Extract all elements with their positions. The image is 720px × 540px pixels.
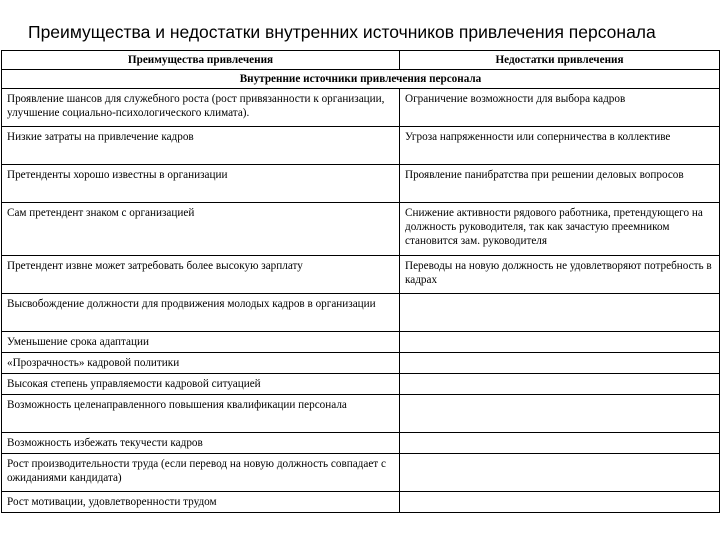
table-row — [2, 165, 720, 203]
advantage-cell: Высокая степень управляемости кадровой ситуацией — [2, 374, 400, 395]
advantage-cell: Высвобождение должности для продвижения молодых кадров в организации — [2, 294, 400, 332]
table-row — [2, 89, 720, 127]
table-row — [2, 203, 720, 256]
table-row — [2, 433, 720, 454]
table-row — [2, 127, 720, 165]
disadvantage-cell: Снижение активности рядового работника, претендующего на должность руководителя, так как зачастую преемником становится зам. руководителя — [400, 203, 720, 256]
table-row — [2, 294, 720, 332]
advantage-cell: Возможность избежать текучести кадров — [2, 433, 400, 454]
advantage-cell: Рост производительности труда (если перевод на новую должность совпадает с ожиданиями кандидата) — [2, 454, 400, 492]
disadvantage-cell — [400, 454, 720, 492]
section-subheader: Внутренние источники привлечения персонала — [2, 70, 720, 89]
column-header-disadvantages: Недостатки привлечения — [400, 51, 720, 70]
advantage-cell: Низкие затраты на привлечение кадров — [2, 127, 400, 165]
table-header-row — [2, 51, 720, 70]
disadvantage-cell — [400, 433, 720, 454]
disadvantage-cell: Угроза напряженности или соперничества в коллективе — [400, 127, 720, 165]
advantage-cell: «Прозрачность» кадровой политики — [2, 353, 400, 374]
disadvantage-cell: Проявление панибратства при решении деловых вопросов — [400, 165, 720, 203]
advantage-cell: Претенденты хорошо известны в организации — [2, 165, 400, 203]
advantages-disadvantages-table — [1, 50, 720, 513]
table-row — [2, 454, 720, 492]
disadvantage-cell — [400, 353, 720, 374]
disadvantage-cell — [400, 395, 720, 433]
disadvantage-cell: Ограничение возможности для выбора кадров — [400, 89, 720, 127]
advantage-cell: Претендент извне может затребовать более высокую зарплату — [2, 256, 400, 294]
disadvantage-cell — [400, 294, 720, 332]
table-row — [2, 492, 720, 513]
page-title: Преимущества и недостатки внутренних источников привлечения персонала — [28, 22, 656, 42]
disadvantage-cell — [400, 374, 720, 395]
table-row — [2, 332, 720, 353]
table-row — [2, 353, 720, 374]
table-subheader-row — [2, 70, 720, 89]
advantage-cell: Уменьшение срока адаптации — [2, 332, 400, 353]
advantage-cell: Сам претендент знаком с организацией — [2, 203, 400, 256]
advantage-cell: Возможность целенаправленного повышения квалификации персонала — [2, 395, 400, 433]
advantage-cell: Рост мотивации, удовлетворенности трудом — [2, 492, 400, 513]
disadvantage-cell — [400, 492, 720, 513]
advantage-cell: Проявление шансов для служебного роста (рост привязанности к организации, улучшение социально-психологического климата). — [2, 89, 400, 127]
table-row — [2, 256, 720, 294]
table-row — [2, 395, 720, 433]
table-row — [2, 374, 720, 395]
disadvantage-cell — [400, 332, 720, 353]
disadvantage-cell: Переводы на новую должность не удовлетворяют потребность в кадрах — [400, 256, 720, 294]
column-header-advantages: Преимущества привлечения — [2, 51, 400, 70]
